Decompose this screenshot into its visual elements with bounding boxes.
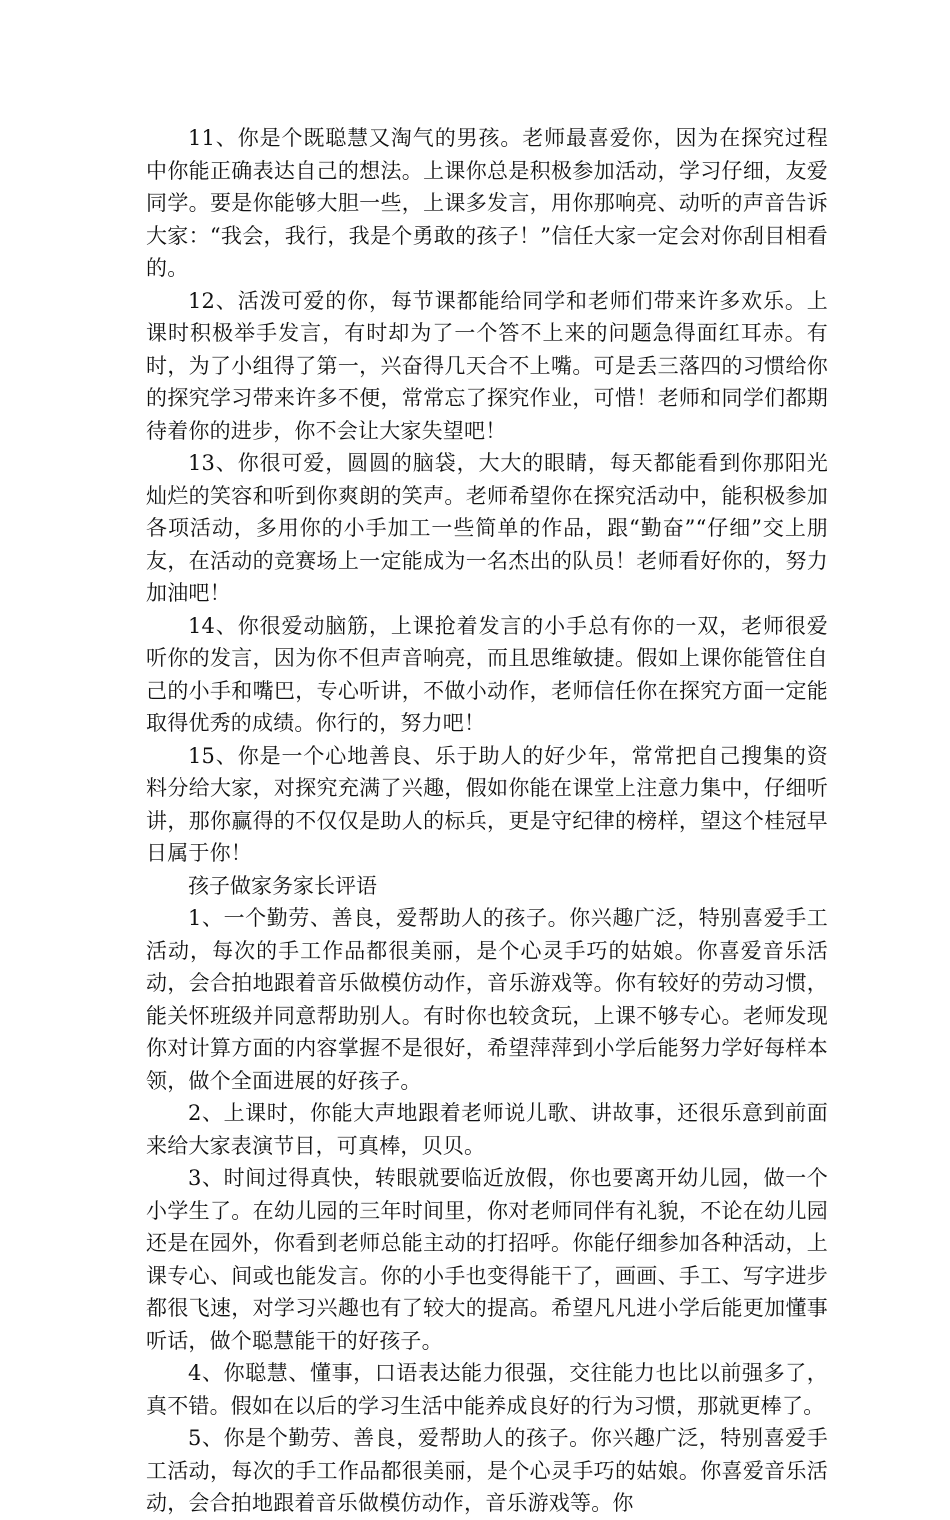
comment-paragraph-11: 11、你是个既聪慧又淘气的男孩。老师最喜爱你，因为在探究过程中你能正确表达自己的想法。上课你总是积极参加活动，学习仔细，友爱同学。要是你能够大胆一些，上课多发言，用你那响亮、动听的声音告诉大家：“我会，我行，我是个勇敢的孩子！”信任大家一定会对你刮目相看的。: [146, 126, 828, 280]
parent-comment-3: 3、时间过得真快，转眼就要临近放假，你也要离开幼儿园，做一个小学生了。在幼儿园的三年时间里，你对老师同伴有礼貌，不论在幼儿园还是在园外，你看到老师总能主动的打招呼。你能仔细参加各种活动，上课专心、间或也能发言。你的小手也变得能干了，画画、手工、写字进步都很飞速，对学习兴趣也有了较大的提高。希望凡凡进小学后能更加懂事听话，做个聪慧能干的好孩子。: [146, 1166, 828, 1353]
section-heading: 孩子做家务家长评语: [188, 873, 377, 898]
comment-paragraph-13: 13、你很可爱，圆圆的脑袋，大大的眼睛，每天都能看到你那阳光灿烂的笑容和听到你爽朗的笑声。老师希望你在探究活动中，能积极参加各项活动，多用你的小手加工一些简单的作品，跟“勤奋”“仔细”交上朋友，在活动的竞赛场上一定能成为一名杰出的队员！老师看好你的，努力加油吧！: [146, 451, 828, 605]
parent-comment-2: 2、上课时，你能大声地跟着老师说儿歌、讲故事，还很乐意到前面来给大家表演节目，可真棒，贝贝。: [146, 1101, 828, 1158]
comment-paragraph-15: 15、你是一个心地善良、乐于助人的好少年，常常把自己搜集的资料分给大家，对探究充满了兴趣，假如你能在课堂上注意力集中，仔细听讲，那你赢得的不仅仅是助人的标兵，更是守纪律的榜样，望这个桂冠早日属于你！: [146, 743, 828, 865]
comment-paragraph-12: 12、活泼可爱的你，每节课都能给同学和老师们带来许多欢乐。上课时积极举手发言，有时却为了一个答不上来的问题急得面红耳赤。有时，为了小组得了第一，兴奋得几天合不上嘴。可是丢三落四的习惯给你的探究学习带来许多不便，常常忘了探究作业，可惜！老师和同学们都期待着你的进步，你不会让大家失望吧！: [146, 288, 828, 443]
comment-paragraph-14: 14、你很爱动脑筋，上课抢着发言的小手总有你的一双，老师很爱听你的发言，因为你不但声音响亮，而且思维敏捷。假如上课你能管住自己的小手和嘴巴，专心听讲，不做小动作，老师信任你在探究方面一定能取得优秀的成绩。你行的，努力吧！: [146, 613, 828, 735]
document-page: [146, 122, 828, 1520]
parent-comment-4: 4、你聪慧、懂事，口语表达能力很强，交往能力也比以前强多了，真不错。假如在以后的学习生活中能养成良好的行为习惯，那就更棒了。: [146, 1361, 828, 1418]
parent-comment-5: 5、你是个勤劳、善良，爱帮助人的孩子。你兴趣广泛，特别喜爱手工活动，每次的手工作品都很美丽，是个心灵手巧的姑娘。你喜爱音乐活动，会合拍地跟着音乐做模仿动作，音乐游戏等。你: [146, 1426, 828, 1515]
parent-comment-1: 1、一个勤劳、善良，爱帮助人的孩子。你兴趣广泛，特别喜爱手工活动，每次的手工作品都很美丽，是个心灵手巧的姑娘。你喜爱音乐活动，会合拍地跟着音乐做模仿动作，音乐游戏等。你有较好的劳动习惯，能关怀班级并同意帮助别人。有时你也较贪玩，上课不够专心。老师发现你对计算方面的内容掌握不是很好，希望萍萍到小学后能努力学好每样本领，做个全面进展的好孩子。: [146, 906, 828, 1093]
